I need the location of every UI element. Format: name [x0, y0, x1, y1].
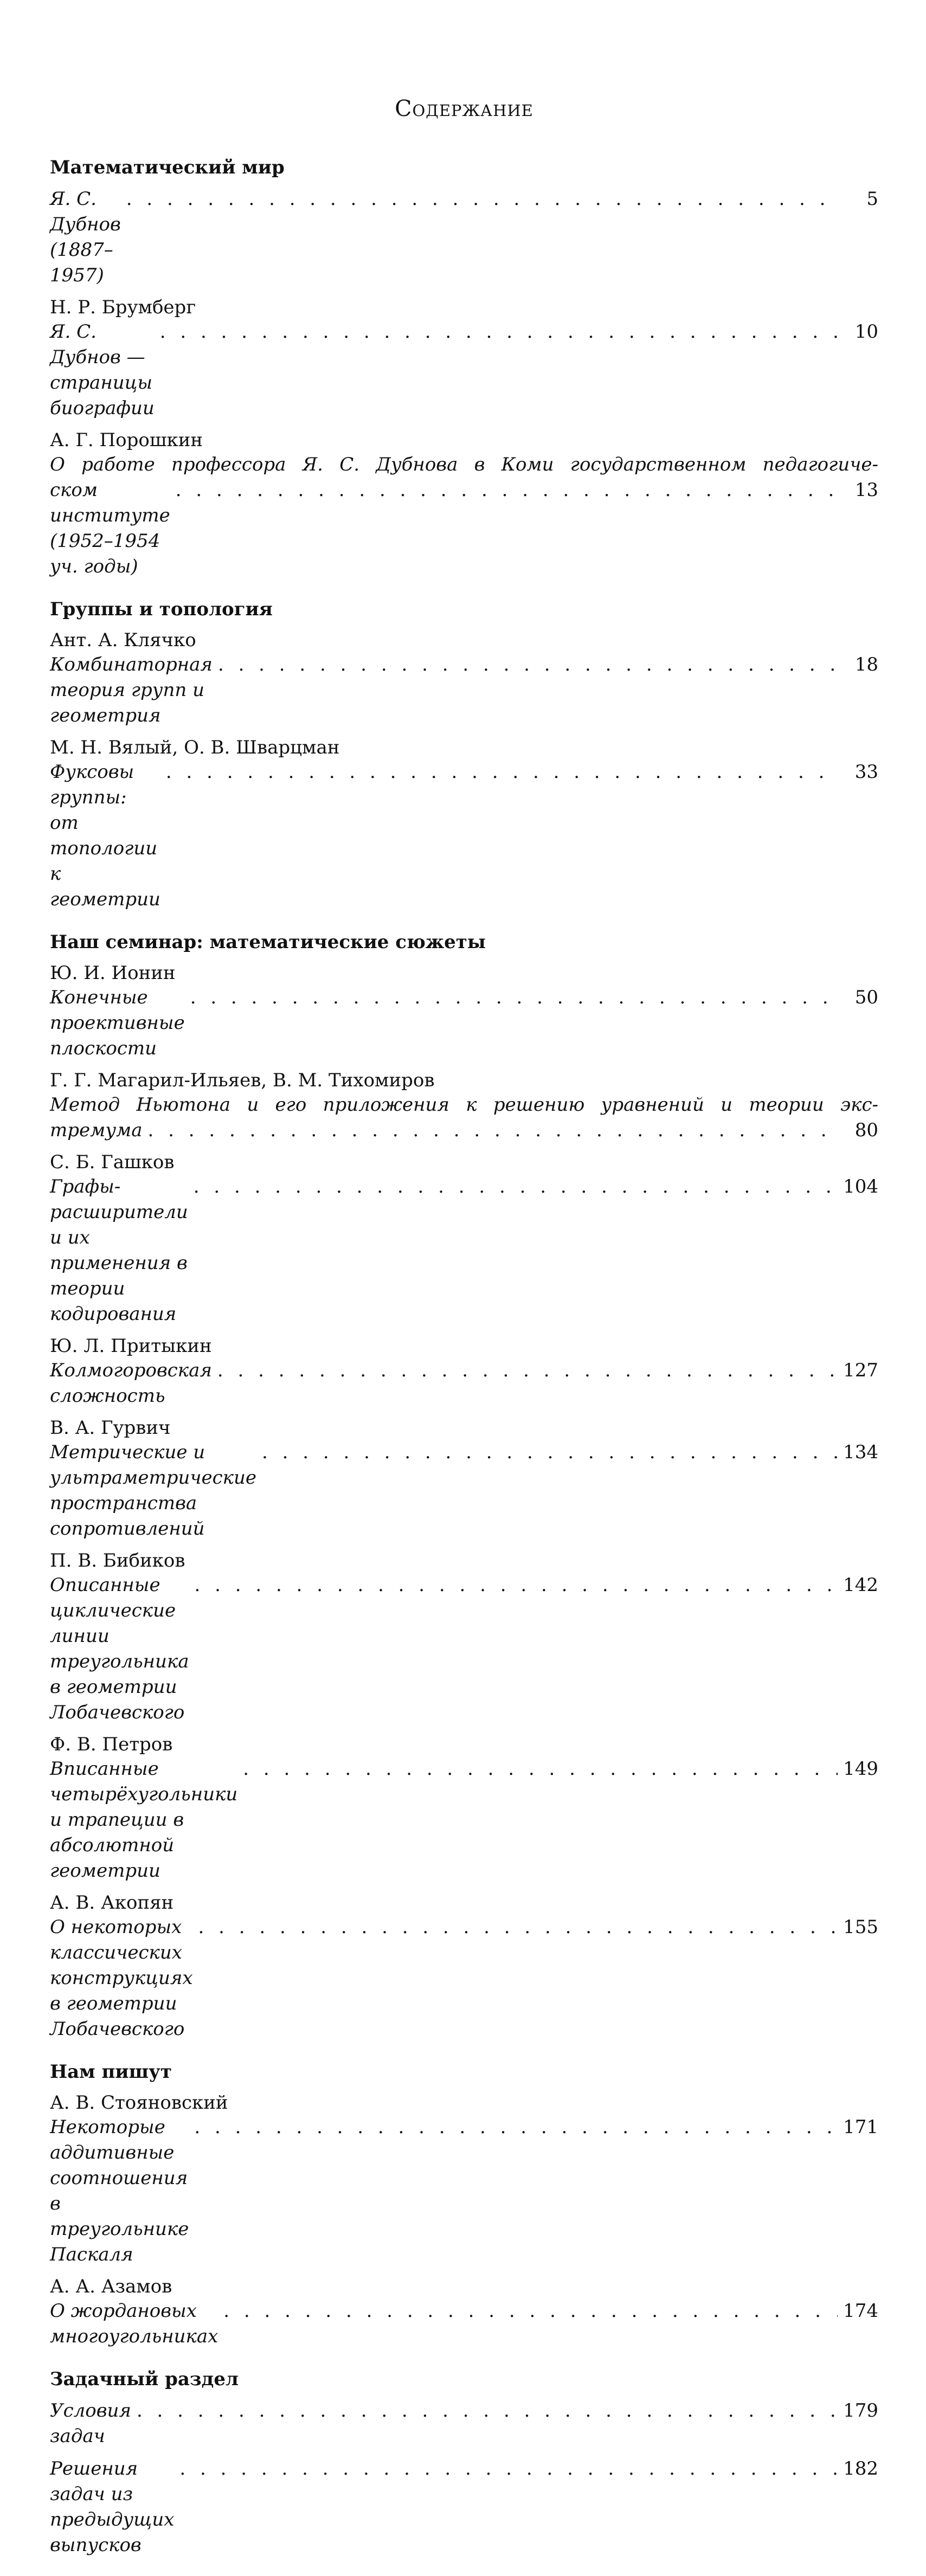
entry-title-line2: ском институте (1952–1954 уч. годы) [50, 479, 170, 578]
toc-entry [50, 1334, 878, 1409]
entry-title: Графы-расширители и их применения в теории кодирования [50, 1176, 188, 1325]
section-title: Наш семинар: математические сюжеты [50, 931, 486, 954]
leader-dots [218, 652, 838, 678]
entry-author: А. В. Стояновский [50, 2092, 228, 2114]
entry-author: С. Б. Гашков [50, 1151, 175, 1174]
entry-author: П. В. Бибиков [50, 1550, 185, 1572]
entry-title-line1: Метод Ньютона и его приложения к решению уравнений и теории экс- [50, 1094, 878, 1116]
toc-line [50, 1915, 878, 2042]
toc-line [50, 1118, 878, 1143]
page-number: 104 [843, 1176, 878, 1198]
entry-title: Я. С. Дубнов (1887–1957) [50, 188, 121, 287]
entry-title: Комбинаторная теория групп и геометрия [50, 654, 213, 727]
toc-line [50, 2298, 878, 2349]
entry-title: Я. С. Дубнов — страницы биографии [50, 321, 155, 420]
leader-dots [262, 1440, 838, 1465]
page-number: 174 [843, 2300, 878, 2322]
page-number: 33 [854, 761, 878, 783]
toc-line [50, 478, 878, 579]
toc-entry [50, 2275, 878, 2349]
section-title: Нам пишут [50, 2061, 172, 2083]
toc-entry [50, 1549, 878, 1725]
entry-title: Описанные циклические линии треугольника в геометрии Лобачевского [50, 1574, 189, 1724]
toc-entry [50, 2398, 878, 2449]
entry-author: Ф. В. Петров [50, 1734, 173, 1756]
section-title: Математический мир [50, 157, 285, 179]
entry-author: Ю. И. Ионин [50, 962, 176, 984]
page-title: Содержание [395, 95, 533, 121]
page-number: 134 [843, 1441, 878, 1464]
entry-title: Вписанные четырёхугольники и трапеции в абсолютной геометрии [50, 1758, 238, 1882]
leader-dots [137, 2398, 838, 2424]
toc-line [50, 1440, 878, 1542]
page-number: 18 [854, 654, 878, 676]
toc-line [50, 1756, 878, 1884]
toc-entry [50, 1416, 878, 1542]
toc-line [50, 759, 878, 912]
toc-line [50, 652, 878, 729]
section-title: Группы и топология [50, 598, 273, 621]
entry-author: А. Г. Порошкин [50, 429, 203, 452]
entry-author: В. А. Гурвич [50, 1417, 171, 1439]
leader-dots [126, 186, 838, 212]
leader-dots [179, 2456, 838, 2482]
page-number: 10 [854, 321, 878, 343]
leader-dots [160, 319, 838, 345]
page-number: 179 [843, 2400, 878, 2422]
toc-entry [50, 1891, 878, 2042]
page-number: 80 [854, 1119, 878, 1142]
toc-content [50, 87, 878, 2576]
toc-section [50, 2060, 878, 2349]
entry-title: Метрические и ультраметрические пространства сопротивлений [50, 1441, 257, 1540]
toc-entry [50, 736, 878, 912]
toc-entry [50, 186, 878, 288]
leader-dots [148, 1118, 839, 1143]
entry-title-block [50, 452, 878, 579]
toc-entry [50, 1733, 878, 1884]
toc-entry [50, 628, 878, 729]
leader-dots [190, 985, 838, 1010]
page-number: 13 [854, 479, 878, 501]
page-number: 171 [843, 2116, 878, 2139]
toc-line [50, 985, 878, 1061]
toc-entry [50, 1150, 878, 1327]
entry-title: О жордановых многоугольниках [50, 2300, 218, 2348]
leader-dots [194, 2115, 838, 2140]
page-number: 50 [854, 987, 878, 1009]
toc-section [50, 930, 878, 2042]
page-number: 155 [843, 1916, 878, 1939]
leader-dots [198, 1915, 838, 1940]
page-number: 142 [843, 1574, 878, 1596]
leader-dots [195, 1573, 838, 1598]
toc-entry [50, 961, 878, 1061]
page-number: 149 [843, 1758, 878, 1780]
toc-section [50, 156, 878, 579]
toc-entry [50, 2091, 878, 2268]
toc-line [50, 1573, 878, 1725]
leader-dots [176, 478, 838, 503]
toc-list [50, 156, 878, 2558]
toc-entry [50, 428, 878, 579]
entry-author: А. В. Акопян [50, 1892, 174, 1914]
toc-entry [50, 1068, 878, 1143]
entry-author: Н. Р. Брумберг [50, 297, 196, 319]
entry-title: Некоторые аддитивные соотношения в треугольнике Паскаля [50, 2116, 189, 2266]
toc-line [50, 2398, 878, 2449]
page-number: 5 [866, 188, 878, 210]
leader-dots [217, 1358, 838, 1383]
toc-section [50, 597, 878, 912]
page-number: 127 [843, 1360, 878, 1382]
leader-dots [223, 2298, 838, 2324]
toc-line [50, 2456, 878, 2558]
entry-title-line2: тремума [50, 1119, 143, 1142]
entry-title: Колмогоровская сложность [50, 1360, 212, 1407]
entry-title-block [50, 1092, 878, 1143]
entry-author: А. А. Азамов [50, 2276, 172, 2298]
section-title: Задачный раздел [50, 2368, 239, 2391]
entry-title-line1: О работе профессора Я. С. Дубнова в Коми государственном педагогиче- [50, 454, 878, 476]
toc-line [50, 1358, 878, 1409]
toc-entry [50, 295, 878, 421]
entry-author: Ю. Л. Притыкин [50, 1335, 212, 1357]
entry-title: Конечные проективные плоскости [50, 987, 185, 1060]
toc-section [50, 2367, 878, 2558]
leader-dots [166, 759, 838, 785]
entry-title: О некоторых классических конструкциях в геометрии Лобачевского [50, 1916, 193, 2040]
entry-title: Решения задач из предыдущих выпусков [50, 2458, 175, 2556]
page-number: 182 [843, 2458, 878, 2480]
toc-line [50, 186, 878, 288]
entry-author: Ант. А. Клячко [50, 629, 196, 652]
entry-author: Г. Г. Магарил-Ильяев, В. М. Тихомиров [50, 1070, 435, 1092]
leader-dots [243, 1756, 838, 1782]
toc-line [50, 1174, 878, 1327]
entry-title: Фуксовы группы: от топологии к геометрии [50, 761, 160, 911]
entry-title: Условия задач [50, 2400, 131, 2448]
toc-line [50, 2115, 878, 2268]
entry-author: М. Н. Вялый, О. В. Шварцман [50, 737, 340, 759]
toc-entry [50, 2456, 878, 2558]
leader-dots [194, 1174, 838, 1200]
toc-line [50, 319, 878, 421]
